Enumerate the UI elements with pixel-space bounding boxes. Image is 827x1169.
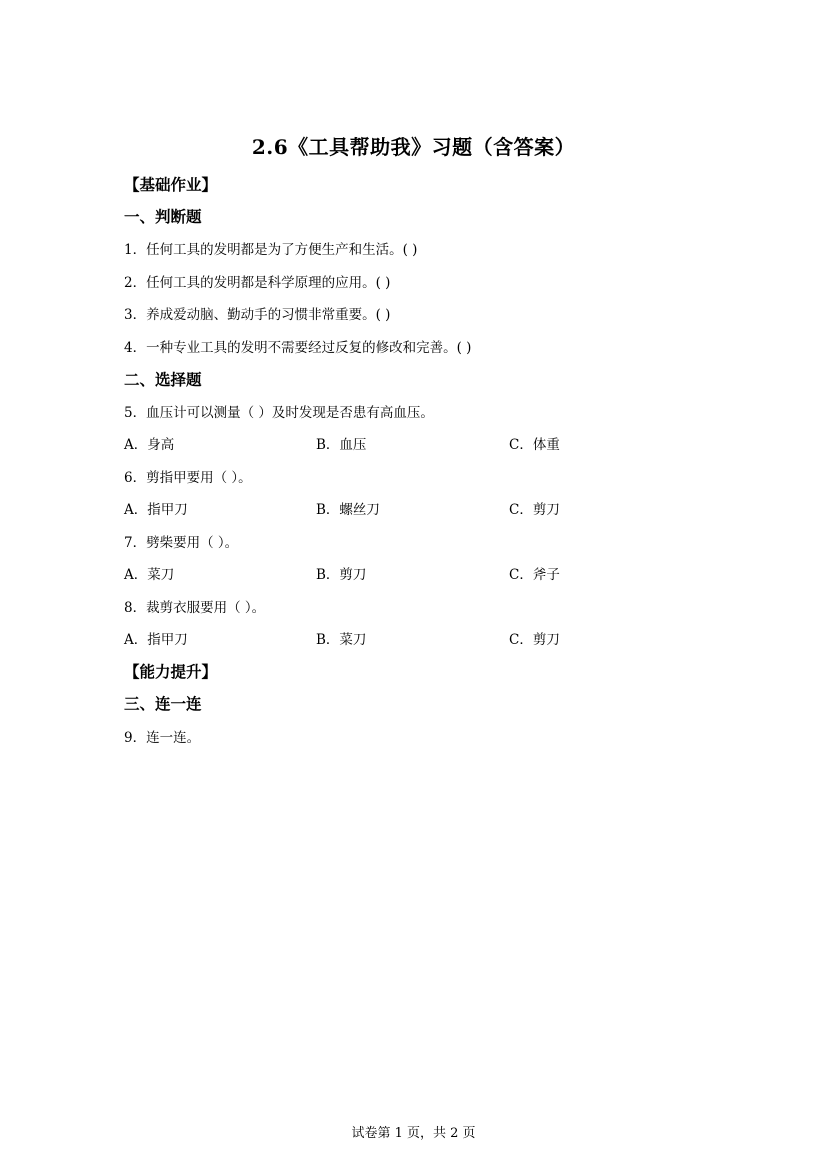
question-7: 7．劈柴要用（ ）。 xyxy=(124,535,239,551)
question-1: 1．任何工具的发明都是为了方便生产和生活。( ) xyxy=(124,242,418,258)
part-heading-basic: 【基础作业】 xyxy=(124,175,218,194)
question-7-option-a: A．菜刀 xyxy=(124,567,175,583)
question-5: 5．血压计可以测量（ ）及时发现是否患有高血压。 xyxy=(124,405,434,421)
question-9: 9．连一连。 xyxy=(124,730,201,746)
question-8-option-b: B．菜刀 xyxy=(316,632,367,648)
question-5-option-a: A．身高 xyxy=(124,437,175,453)
section-heading-multiple-choice: 二、选择题 xyxy=(124,370,202,389)
question-5-option-c: C．体重 xyxy=(509,437,560,453)
question-6-option-b: B．螺丝刀 xyxy=(316,502,380,518)
question-5-option-b: B．血压 xyxy=(316,437,367,453)
question-6-option-c: C．剪刀 xyxy=(509,502,560,518)
question-4: 4．一种专业工具的发明不需要经过反复的修改和完善。( ) xyxy=(124,340,472,356)
section-heading-true-false: 一、判断题 xyxy=(124,207,202,226)
question-8: 8．裁剪衣服要用（ ）。 xyxy=(124,600,266,616)
question-6: 6．剪指甲要用（ ）。 xyxy=(124,470,252,486)
section-heading-matching: 三、连一连 xyxy=(124,694,202,713)
question-8-option-a: A．指甲刀 xyxy=(124,632,188,648)
part-heading-advanced: 【能力提升】 xyxy=(124,662,218,681)
question-7-option-c: C．斧子 xyxy=(509,567,560,583)
page-title: 2.6《工具帮助我》习题（含答案） xyxy=(251,135,576,159)
question-6-option-a: A．指甲刀 xyxy=(124,502,188,518)
question-7-option-b: B．剪刀 xyxy=(316,567,367,583)
page-footer: 试卷第 1 页，共 2 页 xyxy=(351,1126,476,1141)
question-2: 2．任何工具的发明都是科学原理的应用。( ) xyxy=(124,275,391,291)
question-3: 3．养成爱动脑、勤动手的习惯非常重要。( ) xyxy=(124,307,391,323)
question-8-option-c: C．剪刀 xyxy=(509,632,560,648)
